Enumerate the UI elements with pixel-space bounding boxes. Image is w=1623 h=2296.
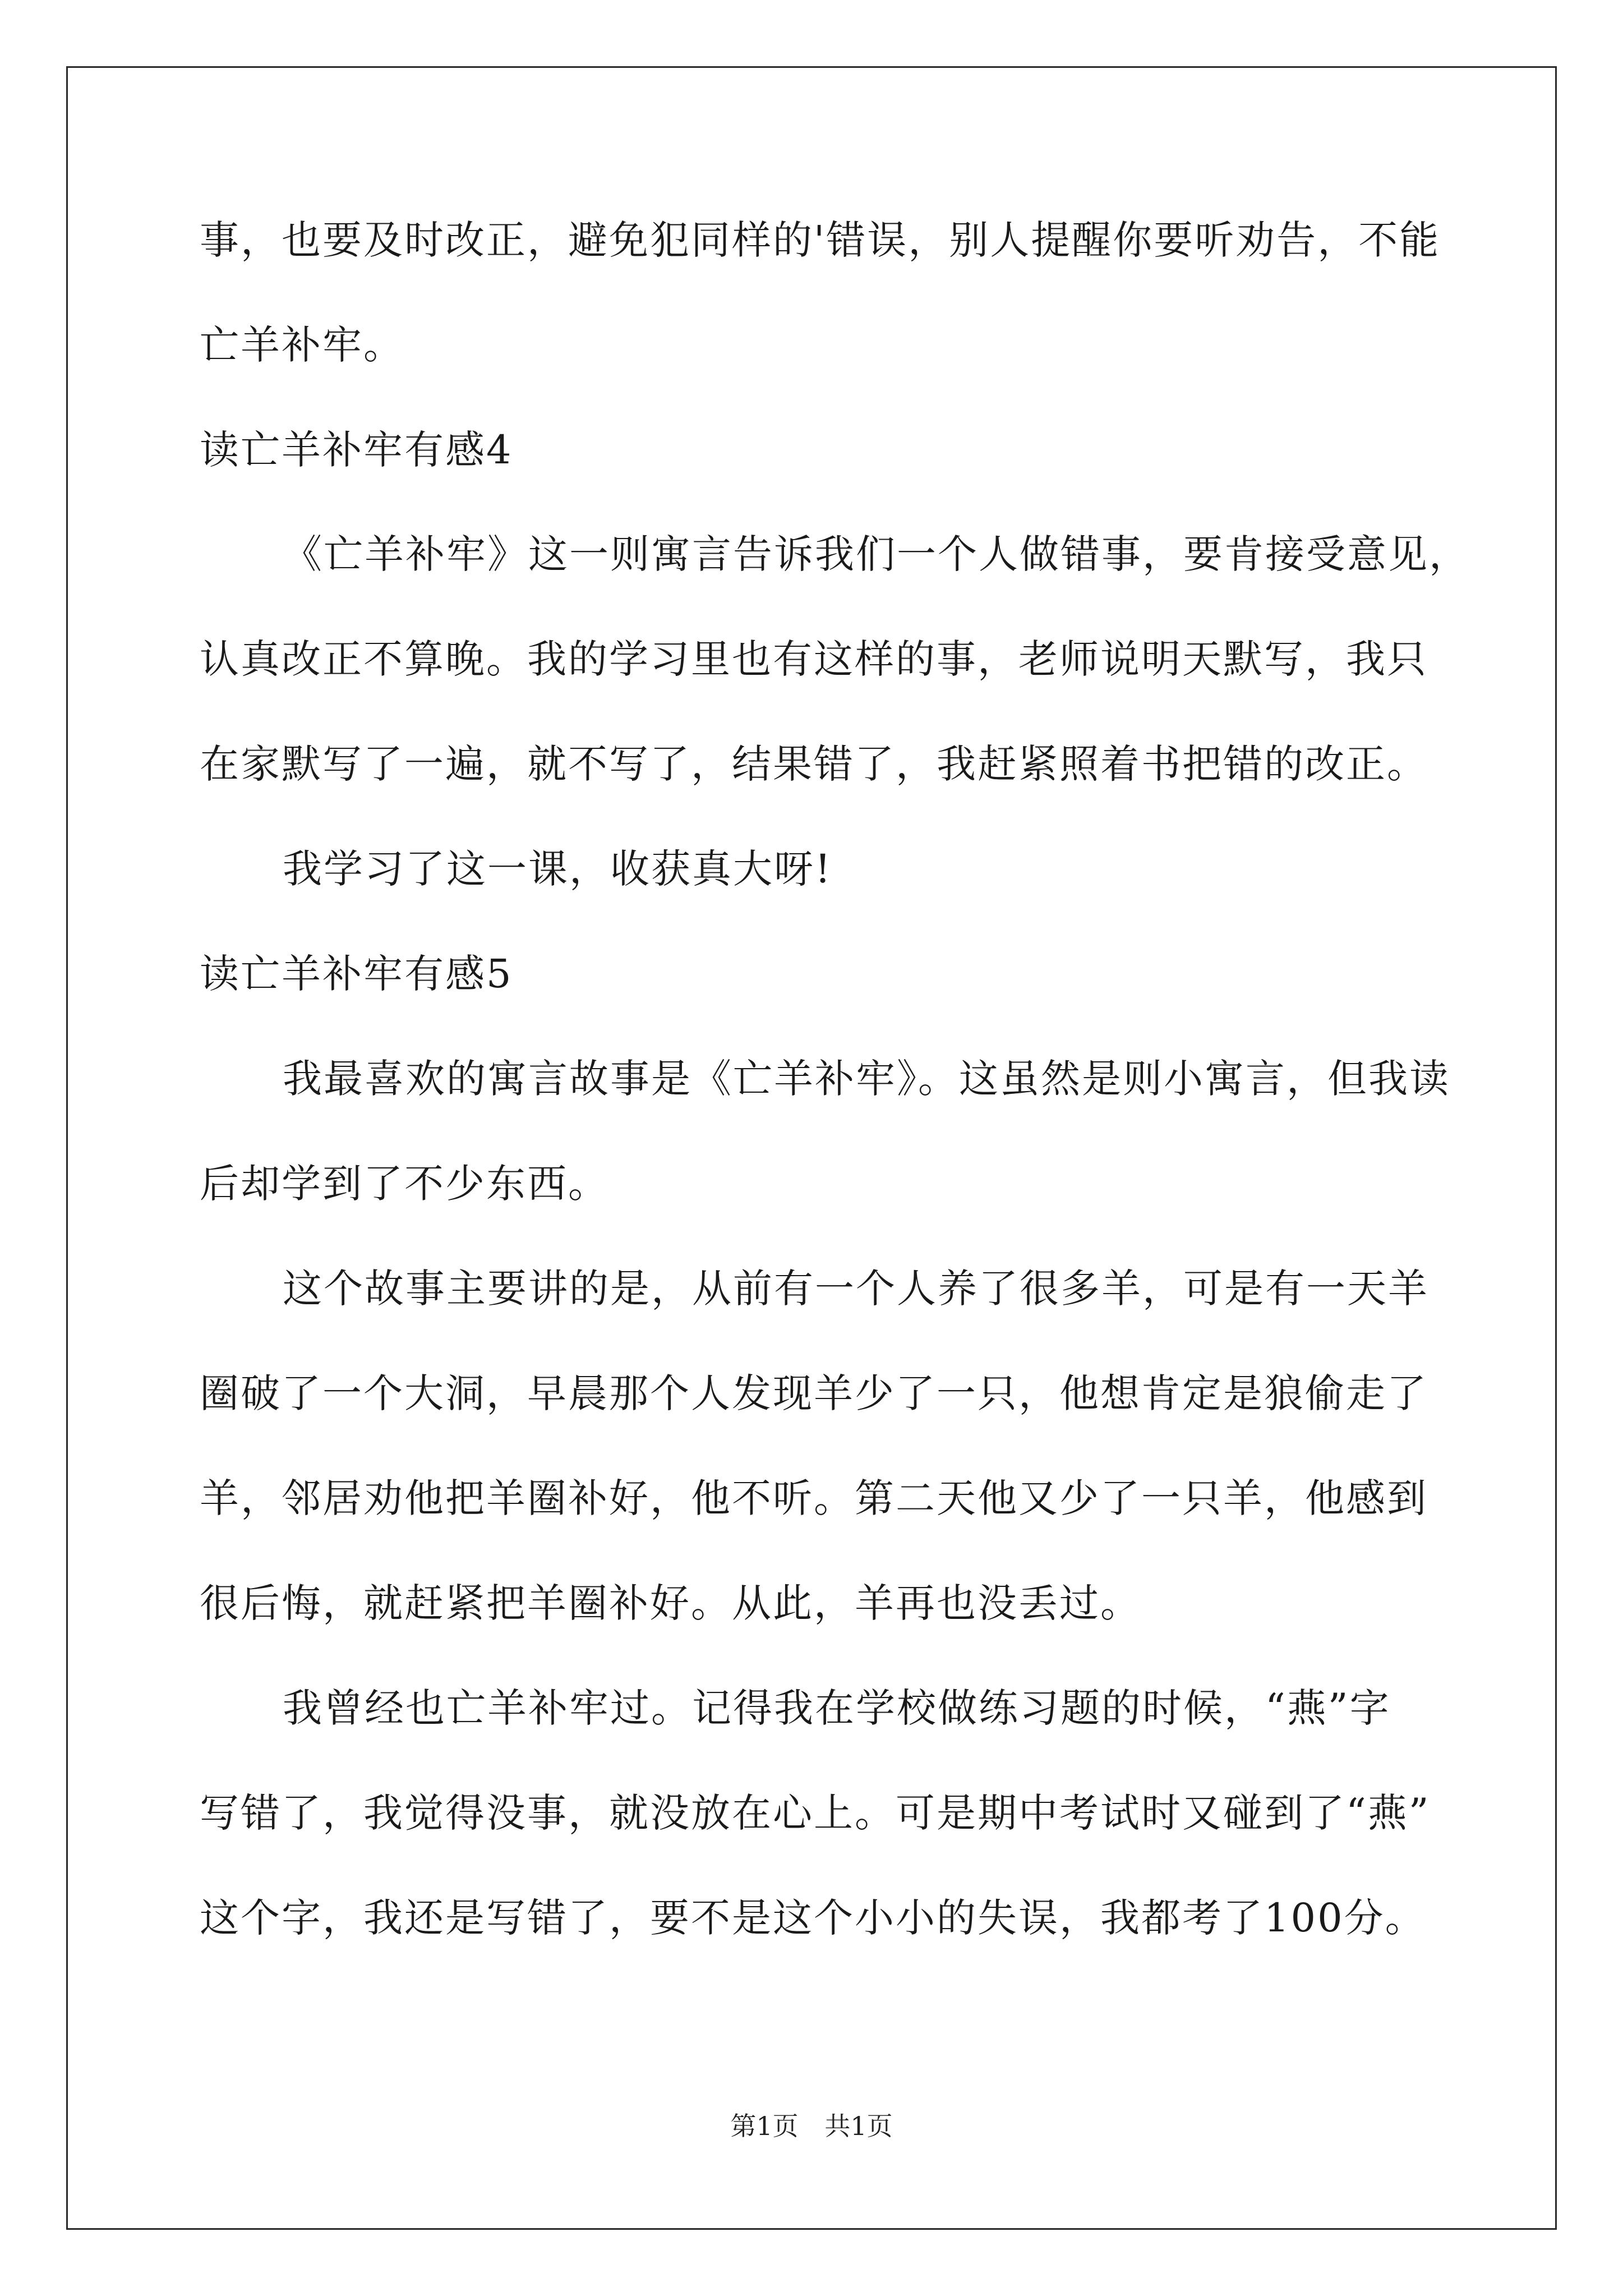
text-line: 写错了，我觉得没事，就没放在心上。可是期中考试时又碰到了“燕”: [200, 1790, 1431, 1836]
page-number-current: 第1页: [730, 2111, 799, 2141]
text-line: 这个字，我还是写错了，要不是这个小小的失误，我都考了100分。: [200, 1895, 1426, 1941]
text-line: 在家默写了一遍，就不写了，结果错了，我赶紧照着书把错的改正。: [200, 741, 1428, 787]
text-line: 这个故事主要讲的是，从前有一个人养了很多羊，可是有一天羊: [283, 1266, 1429, 1312]
section-heading: 读亡羊补牢有感5: [200, 951, 513, 997]
text-line: 圈破了一个大洞，早晨那个人发现羊少了一只，他想肯定是狼偷走了: [200, 1370, 1428, 1416]
text-line: 亡羊补牢。: [200, 322, 404, 368]
text-line: 羊，邻居劝他把羊圈补好，他不听。第二天他又少了一只羊，他感到: [200, 1475, 1428, 1521]
page-footer: [0, 2109, 1623, 2143]
text-line: 我最喜欢的寓言故事是《亡羊补牢》。这虽然是则小寓言，但我读: [283, 1056, 1450, 1102]
page-number-total: 共1页: [824, 2111, 893, 2141]
text-line: 事，也要及时改正，避免犯同样的'错误，别人提醒你要听劝告，不能: [200, 217, 1441, 263]
text-line: 《亡羊补牢》这一则寓言告诉我们一个人做错事，要肯接受意见，: [283, 531, 1470, 577]
text-line: 很后悔，就赶紧把羊圈补好。从此，羊再也没丢过。: [200, 1580, 1141, 1626]
text-line: 我学习了这一课，收获真大呀!: [283, 846, 833, 892]
section-heading: 读亡羊补牢有感4: [200, 427, 513, 473]
text-line: 后却学到了不少东西。: [200, 1161, 609, 1207]
text-line: 我曾经也亡羊补牢过。记得我在学校做练习题的时候，“燕”字: [283, 1685, 1391, 1731]
text-line: 认真改正不算晚。我的学习里也有这样的事，老师说明天默写，我只: [200, 636, 1428, 682]
